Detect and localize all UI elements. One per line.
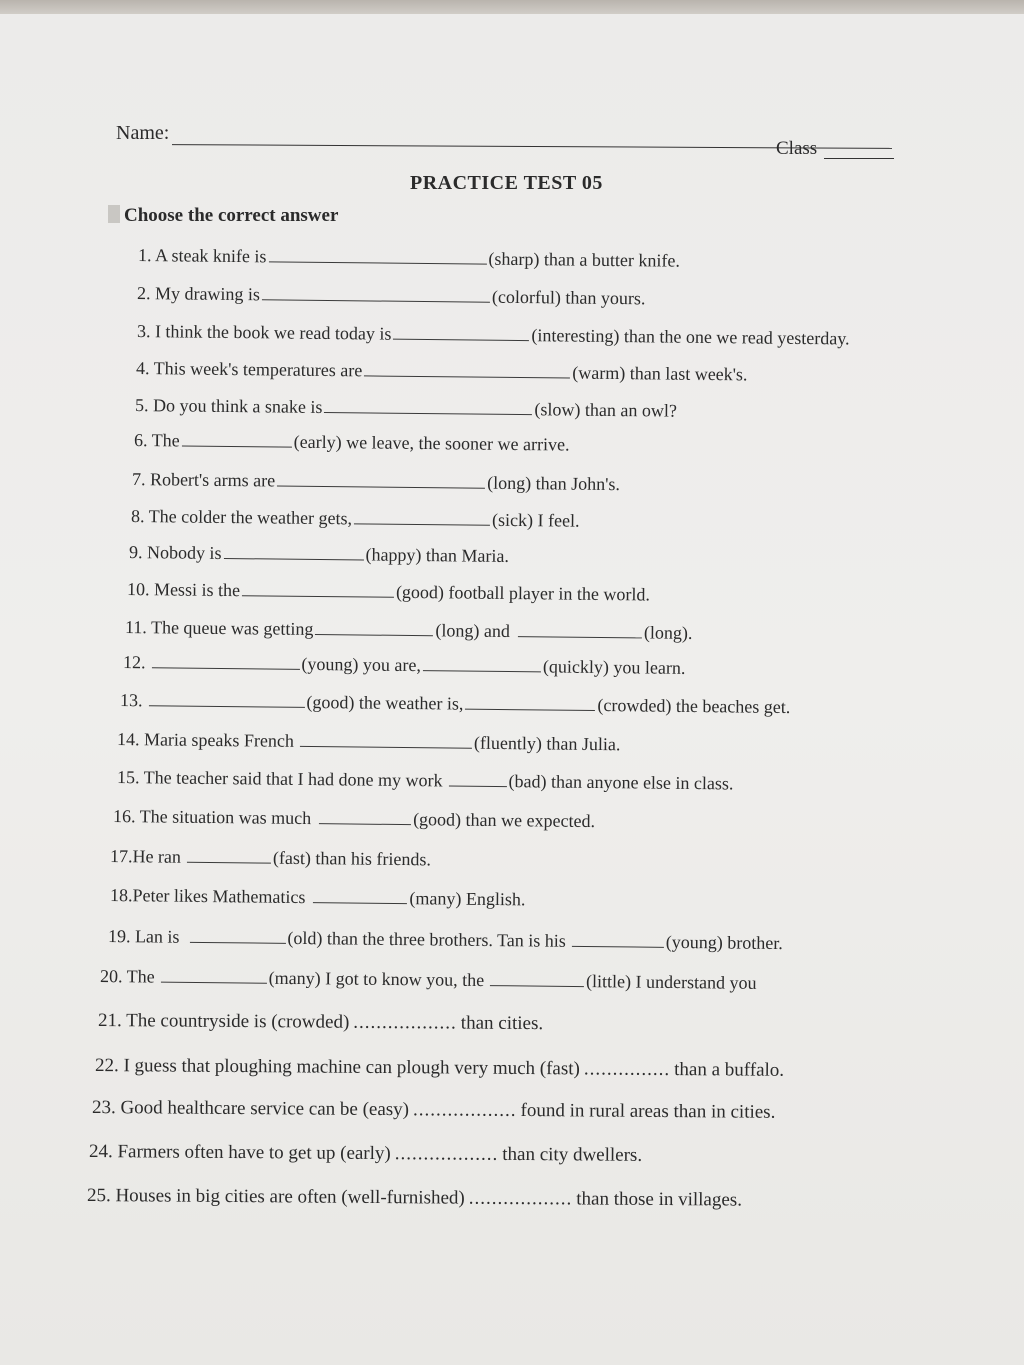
- question-text: 4. This week's temperatures are: [135, 358, 363, 381]
- question-tail: found in rural areas than in cities.: [520, 1099, 776, 1123]
- question-hint: (many) English.: [409, 888, 526, 910]
- question-24: [89, 1141, 642, 1167]
- question-text: 19. Lan is: [107, 926, 180, 947]
- answer-blank: [151, 666, 299, 670]
- question-text: 21. The countryside is (crowded): [97, 1010, 350, 1033]
- question-hint: (long) and: [435, 620, 511, 642]
- question-hint: (slow) than an owl?: [534, 399, 678, 421]
- answer-blank: [277, 485, 485, 489]
- answer-dots: ..................: [394, 1143, 499, 1165]
- answer-blank-2: [518, 635, 642, 638]
- name-label: Name:: [116, 122, 170, 144]
- section-heading-text: Choose the correct answer: [124, 205, 339, 226]
- question-hint: (old) than the three brothers. Tan is his: [287, 927, 566, 951]
- section-heading: [108, 205, 338, 227]
- question-hint: (colorful) than yours.: [491, 286, 646, 309]
- answer-dots: ..................: [468, 1187, 573, 1210]
- answer-blank: [182, 444, 292, 447]
- question-text: 3. I think the book we read today is: [136, 321, 392, 344]
- question-text: 22. I guess that ploughing machine can plough very much (fast): [94, 1055, 580, 1080]
- answer-blank-2: [490, 984, 584, 987]
- question-9: [129, 542, 509, 567]
- answer-blank: [268, 260, 486, 264]
- answer-blank: [262, 298, 490, 302]
- class-label: Class: [776, 138, 818, 159]
- question-hint: (sharp) than a butter knife.: [488, 248, 681, 271]
- question-hint: (many) I got to know you, the: [268, 967, 485, 991]
- question-hint: (warm) than last week's.: [572, 362, 748, 385]
- question-hint: (bad) than anyone else in class.: [508, 771, 734, 794]
- question-text: 9. Nobody is: [128, 542, 222, 563]
- answer-blank: [161, 981, 267, 984]
- question-hint: (young) you are,: [301, 653, 422, 676]
- question-hint: (early) we leave, the sooner we arrive.: [293, 431, 570, 455]
- answer-blank: [300, 745, 472, 749]
- question-hint: (long) than John's.: [487, 472, 621, 495]
- question-hint: (interesting) than the one we read yesterday.: [531, 325, 850, 349]
- question-hint-2: (little) I understand you: [586, 971, 757, 993]
- question-tail: than those in villages.: [576, 1188, 743, 1211]
- answer-blank: [242, 594, 394, 598]
- question-text: 6. The: [133, 430, 180, 451]
- answer-dots: ..................: [412, 1099, 517, 1121]
- answer-blank: [449, 784, 507, 787]
- question-text: 24. Farmers often have to get up (early): [88, 1141, 391, 1165]
- answer-blank: [189, 941, 285, 944]
- question-hint: (good) than we expected.: [413, 809, 596, 832]
- answer-blank-2: [465, 708, 595, 711]
- class-blank-line: [824, 158, 894, 159]
- answer-blank: [313, 901, 407, 904]
- question-hint: (fast) than his friends.: [272, 847, 432, 870]
- answer-dots: ...............: [583, 1058, 671, 1081]
- question-text: 23. Good healthcare service can be (easy): [91, 1097, 410, 1121]
- question-text: 20. The: [99, 966, 155, 987]
- question-tail: than cities.: [460, 1012, 544, 1035]
- question-text: 17.He ran: [109, 846, 182, 867]
- page-title: PRACTICE TEST 05: [410, 172, 603, 194]
- question-text: 12.: [122, 652, 146, 673]
- question-text: 14. Maria speaks French: [116, 729, 295, 751]
- question-hint-2: (quickly) you learn.: [542, 656, 686, 678]
- answer-blank: [187, 861, 271, 864]
- question-hint: (good) the weather is,: [306, 691, 464, 714]
- answer-blank: [354, 522, 490, 525]
- question-hint-2: (young) brother.: [665, 931, 783, 954]
- question-text: 18.Peter likes Mathematics: [109, 885, 306, 908]
- answer-blank: [324, 411, 532, 415]
- question-21: [98, 1010, 543, 1035]
- question-hint: (good) football player in the world.: [395, 581, 651, 605]
- question-text: 11. The queue was getting: [124, 617, 314, 639]
- question-hint-2: (long).: [643, 622, 693, 643]
- question-text: 13.: [119, 690, 143, 711]
- answer-dots: ..................: [353, 1011, 457, 1034]
- question-25: [87, 1185, 742, 1212]
- answer-blank: [364, 374, 570, 378]
- answer-blank: [319, 822, 411, 825]
- answer-blank: [148, 704, 304, 708]
- answer-blank-2: [572, 945, 664, 948]
- question-text: 2. My drawing is: [136, 283, 261, 305]
- question-tail: than city dwellers.: [502, 1143, 643, 1166]
- answer-blank: [315, 633, 433, 636]
- question-text: 8. The colder the weather gets,: [130, 506, 353, 529]
- question-hint: (fluently) than Julia.: [473, 732, 621, 755]
- question-18: [110, 885, 526, 910]
- question-text: 10. Messi is the: [126, 579, 241, 601]
- question-text: 15. The teacher said that I had done my work: [116, 767, 443, 791]
- answer-blank: [223, 557, 363, 560]
- question-text: 5. Do you think a snake is: [134, 395, 323, 417]
- question-text: 7. Robert's arms are: [131, 469, 276, 491]
- answer-blank-2: [423, 669, 541, 672]
- question-text: 1. A steak knife is: [137, 245, 267, 267]
- question-text: 25. Houses in big cities are often (well-furnished): [86, 1185, 465, 1209]
- question-hint-2: (crowded) the beaches get.: [597, 695, 791, 718]
- question-17: [110, 846, 431, 870]
- section-number-mark: [108, 205, 120, 223]
- question-hint: (sick) I feel.: [491, 509, 580, 531]
- question-text: 16. The situation was much: [112, 806, 312, 829]
- worksheet-header: [116, 122, 896, 162]
- question-hint: (happy) than Maria.: [365, 544, 510, 566]
- question-tail: than a buffalo.: [674, 1059, 785, 1081]
- answer-blank: [393, 338, 529, 341]
